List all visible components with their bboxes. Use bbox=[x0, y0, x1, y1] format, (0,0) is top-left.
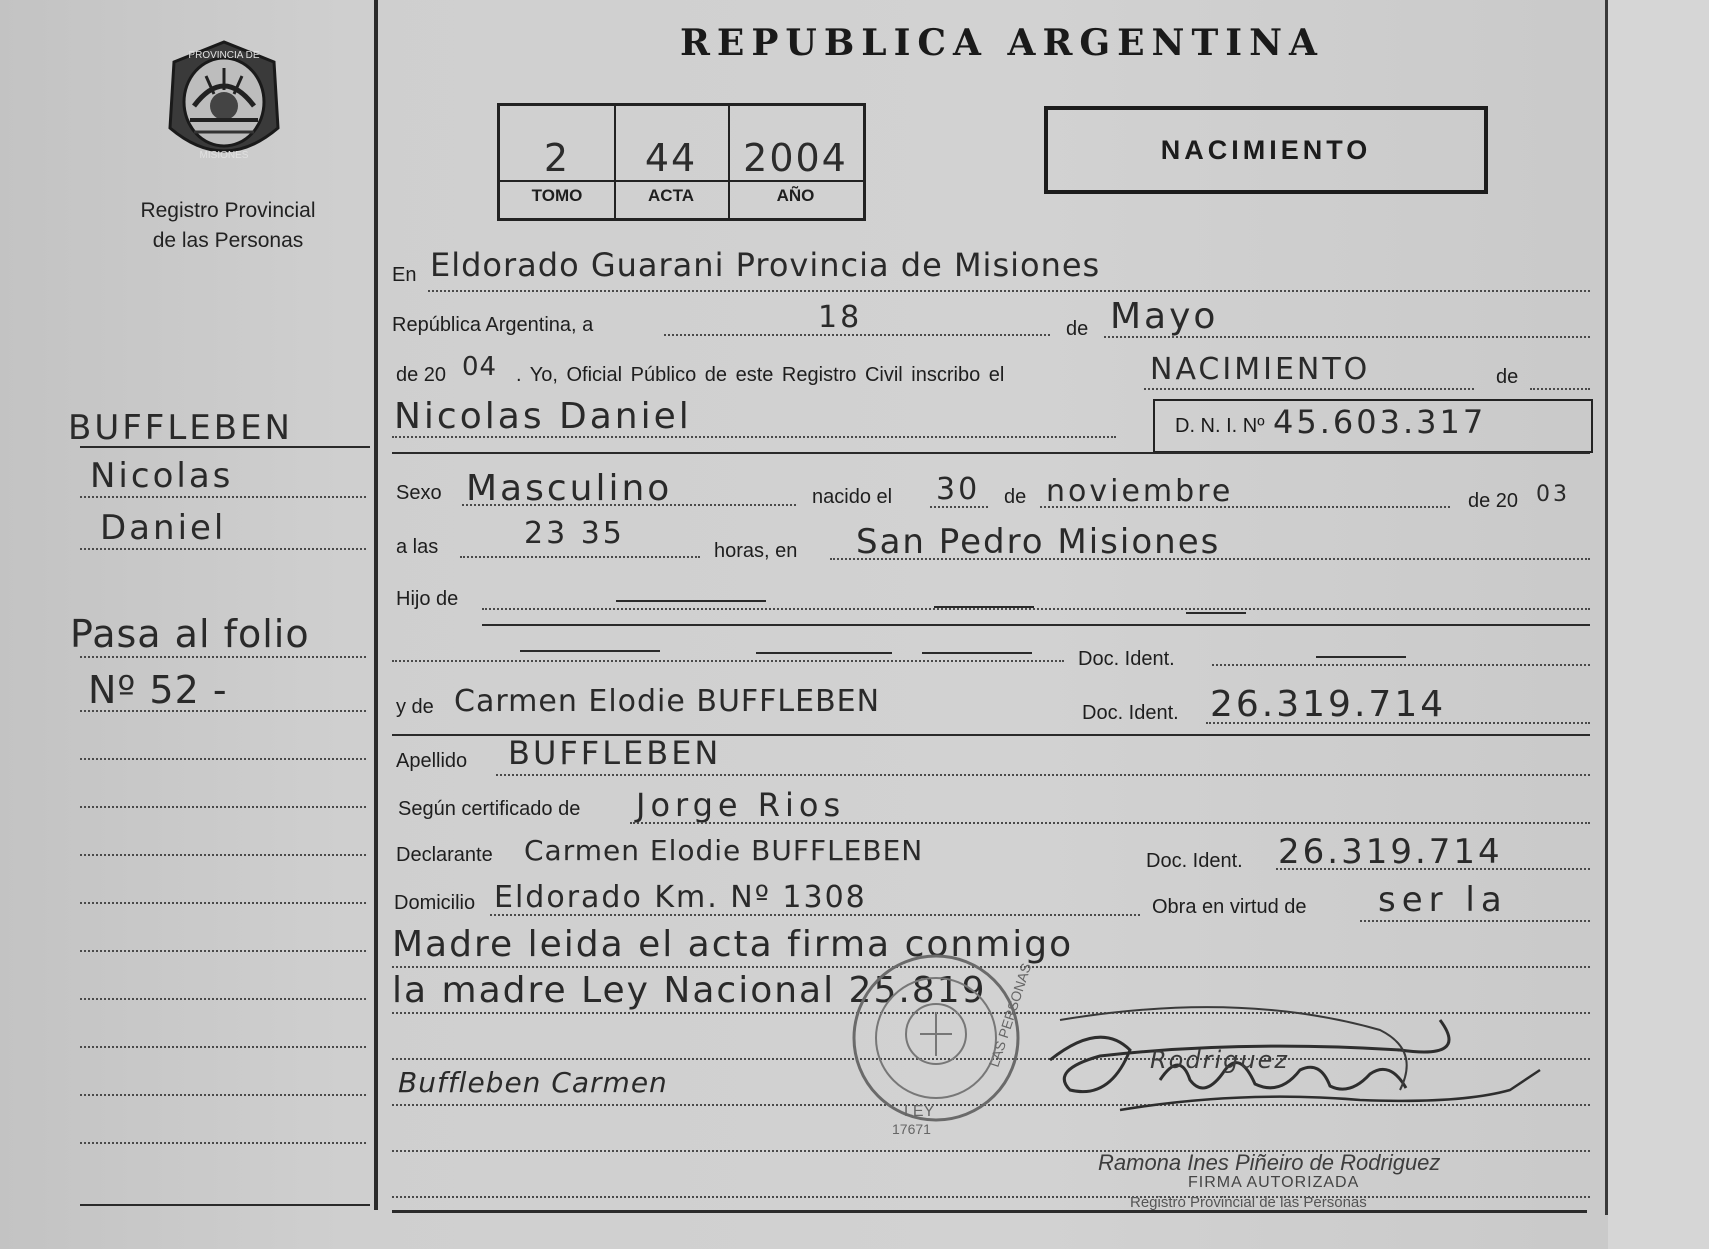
acta-cell bbox=[614, 106, 730, 218]
value-apellido: BUFFLEBEN bbox=[508, 734, 722, 772]
value-month: Mayo bbox=[1110, 296, 1219, 337]
value-birth-place: San Pedro Misiones bbox=[856, 522, 1221, 562]
field-line bbox=[392, 660, 1064, 662]
field-line bbox=[1144, 388, 1474, 390]
label-nacido: nacido el bbox=[812, 486, 893, 508]
margin-dotted-line bbox=[80, 710, 366, 712]
page-edge bbox=[1608, 0, 1709, 1249]
margin-dotted-line bbox=[80, 1094, 366, 1096]
value-certificado: Jorge Rios bbox=[636, 786, 846, 824]
label-mother-doc: Doc. Ident. bbox=[1082, 702, 1179, 724]
value-dni: 45.603.317 bbox=[1273, 403, 1487, 441]
label-de-3: de bbox=[1004, 486, 1027, 508]
form-right-border bbox=[1605, 0, 1608, 1215]
margin-dotted-line bbox=[80, 998, 366, 1000]
value-sexo: Masculino bbox=[466, 468, 673, 509]
label-en: En bbox=[392, 264, 417, 286]
field-line bbox=[392, 1196, 1590, 1198]
section-rule bbox=[482, 624, 1590, 626]
tomo-cell bbox=[500, 106, 616, 218]
label-republica: República Argentina, a bbox=[392, 314, 594, 336]
label-birth-year-prefix: de 20 bbox=[1468, 490, 1519, 512]
svg-text:LEY: LEY bbox=[904, 1103, 935, 1120]
margin-dotted-line bbox=[80, 758, 366, 760]
value-place: Eldorado Guarani Provincia de Misiones bbox=[430, 246, 1101, 284]
value-mother-doc: 26.319.714 bbox=[1210, 684, 1447, 725]
margin-line bbox=[80, 446, 370, 448]
margin-middle-name: Daniel bbox=[100, 508, 227, 548]
value-year-suffix: 04 bbox=[462, 352, 498, 382]
section-rule bbox=[392, 452, 1590, 454]
official-signature-text: Rodriguez bbox=[1150, 1046, 1289, 1074]
blank-stroke bbox=[922, 652, 1032, 654]
value-birth-day: 30 bbox=[936, 472, 981, 507]
margin-bottom-rule bbox=[80, 1204, 370, 1206]
stamp-official-name: Ramona Ines Piñeiro de Rodriguez bbox=[1098, 1150, 1441, 1175]
stamp-registry-name: Registro Provincial de las Personas bbox=[1130, 1194, 1367, 1211]
field-line bbox=[630, 822, 1590, 824]
field-line bbox=[830, 558, 1590, 560]
label-declarante: Declarante bbox=[396, 844, 493, 866]
value-child-name: Nicolas Daniel bbox=[394, 396, 692, 437]
document-type-box bbox=[1044, 106, 1488, 194]
registry-number-box bbox=[497, 103, 866, 221]
field-line bbox=[462, 504, 796, 506]
margin-note-line-1: Pasa al folio bbox=[70, 612, 310, 656]
acta-value: 44 bbox=[644, 136, 698, 180]
cell-divider bbox=[500, 180, 614, 182]
svg-text:PROVINCIA DE: PROVINCIA DE bbox=[188, 50, 260, 61]
province-seal-icon bbox=[160, 36, 288, 174]
label-hijo-de: Hijo de bbox=[396, 588, 459, 610]
blank-stroke bbox=[616, 600, 766, 602]
svg-text:MISIONES: MISIONES bbox=[199, 150, 249, 161]
blank-stroke bbox=[1186, 612, 1246, 614]
value-hour: 23 35 bbox=[524, 516, 625, 551]
value-act: NACIMIENTO bbox=[1150, 352, 1371, 387]
label-domicilio: Domicilio bbox=[394, 892, 476, 914]
registry-round-stamp-icon bbox=[848, 950, 1035, 1137]
cell-divider bbox=[728, 180, 863, 182]
document-title: REPUBLICA ARGENTINA bbox=[680, 22, 1324, 64]
label-y-de: y de bbox=[396, 696, 434, 718]
office-line-2: de las Personas bbox=[152, 229, 304, 252]
field-line bbox=[482, 608, 1590, 610]
margin-dotted-line bbox=[80, 1046, 366, 1048]
observation-line-2: la madre Ley Nacional 25.819 bbox=[392, 970, 987, 1011]
label-a-las: a las bbox=[396, 536, 439, 558]
label-declarante-doc: Doc. Ident. bbox=[1146, 850, 1243, 872]
svg-text:LAS PERSONAS: LAS PERSONAS bbox=[985, 961, 1035, 1069]
blank-stroke bbox=[1316, 656, 1406, 658]
label-de-2: de bbox=[1496, 366, 1519, 388]
label-horas-en: horas, en bbox=[714, 540, 798, 562]
field-line bbox=[490, 914, 1140, 916]
value-obra: ser la bbox=[1378, 880, 1508, 920]
office-line-1: Registro Provincial bbox=[140, 199, 316, 222]
observation-line-1: Madre leida el acta firma conmigo bbox=[392, 924, 1074, 965]
field-line bbox=[1040, 506, 1450, 508]
field-line bbox=[460, 556, 700, 558]
value-mother: Carmen Elodie BUFFLEBEN bbox=[454, 684, 881, 719]
label-obra: Obra en virtud de bbox=[1152, 896, 1307, 918]
acta-label: ACTA bbox=[648, 186, 694, 205]
registry-office-name bbox=[118, 196, 338, 256]
field-line bbox=[1276, 868, 1590, 870]
field-line bbox=[1212, 664, 1590, 666]
field-line bbox=[1360, 920, 1590, 922]
official-signature-icon bbox=[1040, 1000, 1580, 1150]
label-dni: D. N. I. Nº bbox=[1175, 415, 1265, 437]
stamp-firma-autorizada: FIRMA AUTORIZADA bbox=[1188, 1174, 1360, 1191]
form-bottom-border bbox=[392, 1210, 1587, 1213]
blank-stroke bbox=[934, 606, 1034, 608]
ano-cell bbox=[728, 106, 863, 218]
value-declarante-doc: 26.319.714 bbox=[1278, 832, 1503, 872]
value-birth-month: noviembre bbox=[1046, 474, 1234, 509]
value-declarante: Carmen Elodie BUFFLEBEN bbox=[524, 834, 924, 867]
margin-dotted-line bbox=[80, 656, 366, 658]
label-yo-oficial: . Yo, Oficial Público de este Registro Civil inscribo el bbox=[516, 364, 1005, 386]
label-sexo: Sexo bbox=[396, 482, 442, 504]
tomo-value: 2 bbox=[543, 136, 571, 180]
margin-dotted-line bbox=[80, 950, 366, 952]
margin-dotted-line bbox=[80, 854, 366, 856]
margin-first-name: Nicolas bbox=[90, 456, 234, 496]
tomo-label: TOMO bbox=[531, 186, 583, 205]
label-segun: Según certificado de bbox=[398, 798, 581, 820]
margin-divider bbox=[374, 0, 378, 1210]
value-day: 18 bbox=[818, 300, 863, 335]
value-domicilio: Eldorado Km. Nº 1308 bbox=[494, 880, 867, 915]
margin-surname: BUFFLEBEN bbox=[68, 408, 293, 448]
blank-stroke bbox=[520, 650, 660, 652]
field-line bbox=[1104, 336, 1590, 338]
field-line bbox=[1206, 722, 1590, 724]
field-line bbox=[428, 290, 1590, 292]
margin-dotted-line bbox=[80, 496, 366, 498]
field-line bbox=[392, 436, 1116, 438]
svg-text:17671: 17671 bbox=[892, 1121, 931, 1137]
margin-dotted-line bbox=[80, 548, 366, 550]
field-line bbox=[930, 506, 988, 508]
blank-stroke bbox=[756, 652, 892, 654]
ano-label: AÑO bbox=[776, 186, 815, 205]
value-birth-year-suffix: 03 bbox=[1536, 482, 1570, 507]
label-apellido: Apellido bbox=[396, 750, 468, 772]
ano-value: 2004 bbox=[743, 136, 848, 180]
margin-dotted-line bbox=[80, 806, 366, 808]
label-year-prefix: de 20 bbox=[396, 364, 447, 386]
dni-box bbox=[1153, 399, 1593, 453]
margin-dotted-line bbox=[80, 902, 366, 904]
margin-note-line-2: Nº 52 - bbox=[88, 668, 228, 712]
label-father-doc: Doc. Ident. bbox=[1078, 648, 1175, 670]
margin-dotted-line bbox=[80, 1142, 366, 1144]
cell-divider bbox=[614, 180, 728, 182]
field-line bbox=[1530, 388, 1590, 390]
label-de: de bbox=[1066, 318, 1089, 340]
field-line bbox=[496, 774, 1590, 776]
declarant-signature: Buffleben Carmen bbox=[398, 1066, 668, 1099]
document-type: NACIMIENTO bbox=[1160, 134, 1372, 165]
